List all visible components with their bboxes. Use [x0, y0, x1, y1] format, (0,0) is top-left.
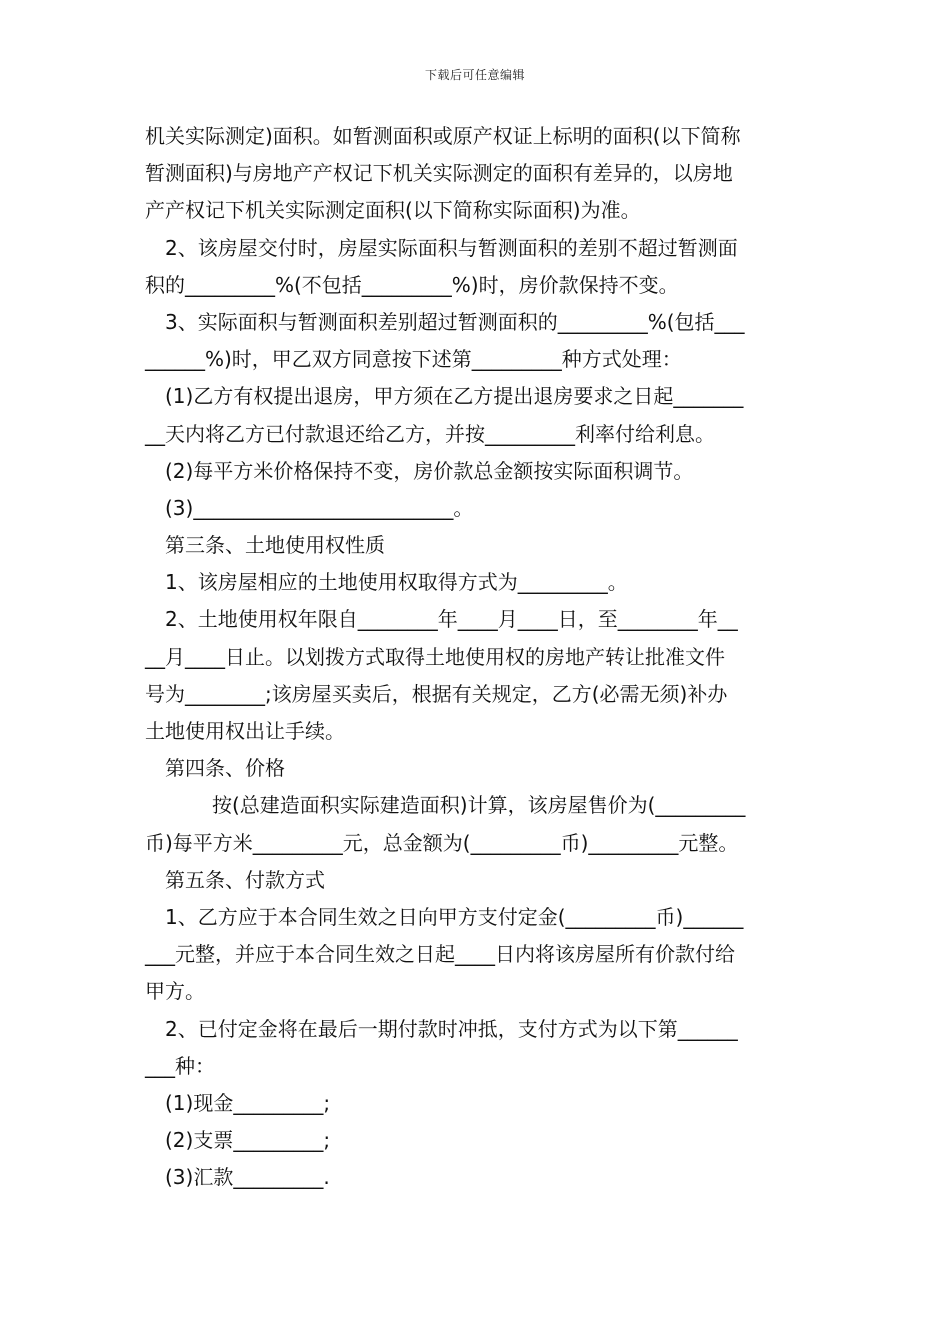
text-line: (1)乙方有权提出退房，甲方须在乙方提出退房要求之日起_______ — [165, 384, 744, 409]
text-line: 第五条、付款方式 — [165, 867, 325, 892]
text-line: 暂测面积)与房地产产权记下机关实际测定的面积有差异的，以房地 — [145, 161, 733, 186]
page-header: 下载后可任意编辑 — [424, 68, 525, 82]
text-line: (1)现金_________; — [165, 1090, 331, 1115]
document-body — [145, 118, 810, 1196]
text-line: ___元整，并应于本合同生效之日起____日内将该房屋所有价款付给 — [145, 942, 735, 967]
text-line: 1、该房屋相应的土地使用权取得方式为_________。 — [165, 570, 628, 595]
text-line: 机关实际测定)面积。如暂测面积或原产权证上标明的面积(以下简称 — [145, 124, 741, 148]
text-line: 币)每平方米_________元，总金额为(_________币)_________元整。 — [145, 830, 739, 855]
text-line: 2、已付定金将在最后一期付款时冲抵，支付方式为以下第______ — [165, 1016, 738, 1041]
text-line: 号为________;该房屋买卖后，根据有关规定，乙方(必需无须)补办 — [145, 681, 728, 706]
text-line: __天内将乙方已付款退还给乙方，并按_________利率付给利息。 — [145, 421, 715, 446]
text-line: (2)每平方米价格保持不变，房价款总金额按实际面积调节。 — [165, 458, 694, 483]
text-line: 积的_________%(不包括_________%)时，房价款保持不变。 — [145, 272, 679, 297]
text-line: 2、土地使用权年限自________年____月____日，至________年__ — [165, 607, 738, 632]
text-line: 按(总建造面积实际建造面积)计算，该房屋售价为(_________ — [212, 793, 746, 818]
text-line: (2)支票_________; — [165, 1128, 331, 1153]
text-line: 土地使用权出让手续。 — [145, 719, 345, 743]
text-line: 第三条、土地使用权性质 — [165, 533, 385, 558]
text-line: __月____日止。以划拨方式取得土地使用权的房地产转让批准文件 — [145, 644, 725, 669]
text-line: 产产权记下机关实际测定面积(以下简称实际面积)为准。 — [145, 198, 641, 223]
text-line: (3)汇款_________. — [165, 1165, 330, 1190]
text-line: ___种： — [145, 1053, 215, 1078]
text-line: 2、该房屋交付时，房屋实际面积与暂测面积的差别不超过暂测面 — [165, 235, 738, 260]
text-line: 第四条、价格 — [165, 756, 285, 781]
text-line: 1、乙方应于本合同生效之日向甲方支付定金(_________币)______ — [165, 904, 744, 929]
text-line: (3)__________________________。 — [165, 495, 474, 520]
text-line: ______%)时，甲乙双方同意按下述第_________种方式处理： — [145, 347, 682, 372]
text-line: 甲方。 — [145, 979, 205, 1004]
text-line: 3、实际面积与暂测面积差别超过暂测面积的_________%(包括___ — [165, 309, 745, 334]
